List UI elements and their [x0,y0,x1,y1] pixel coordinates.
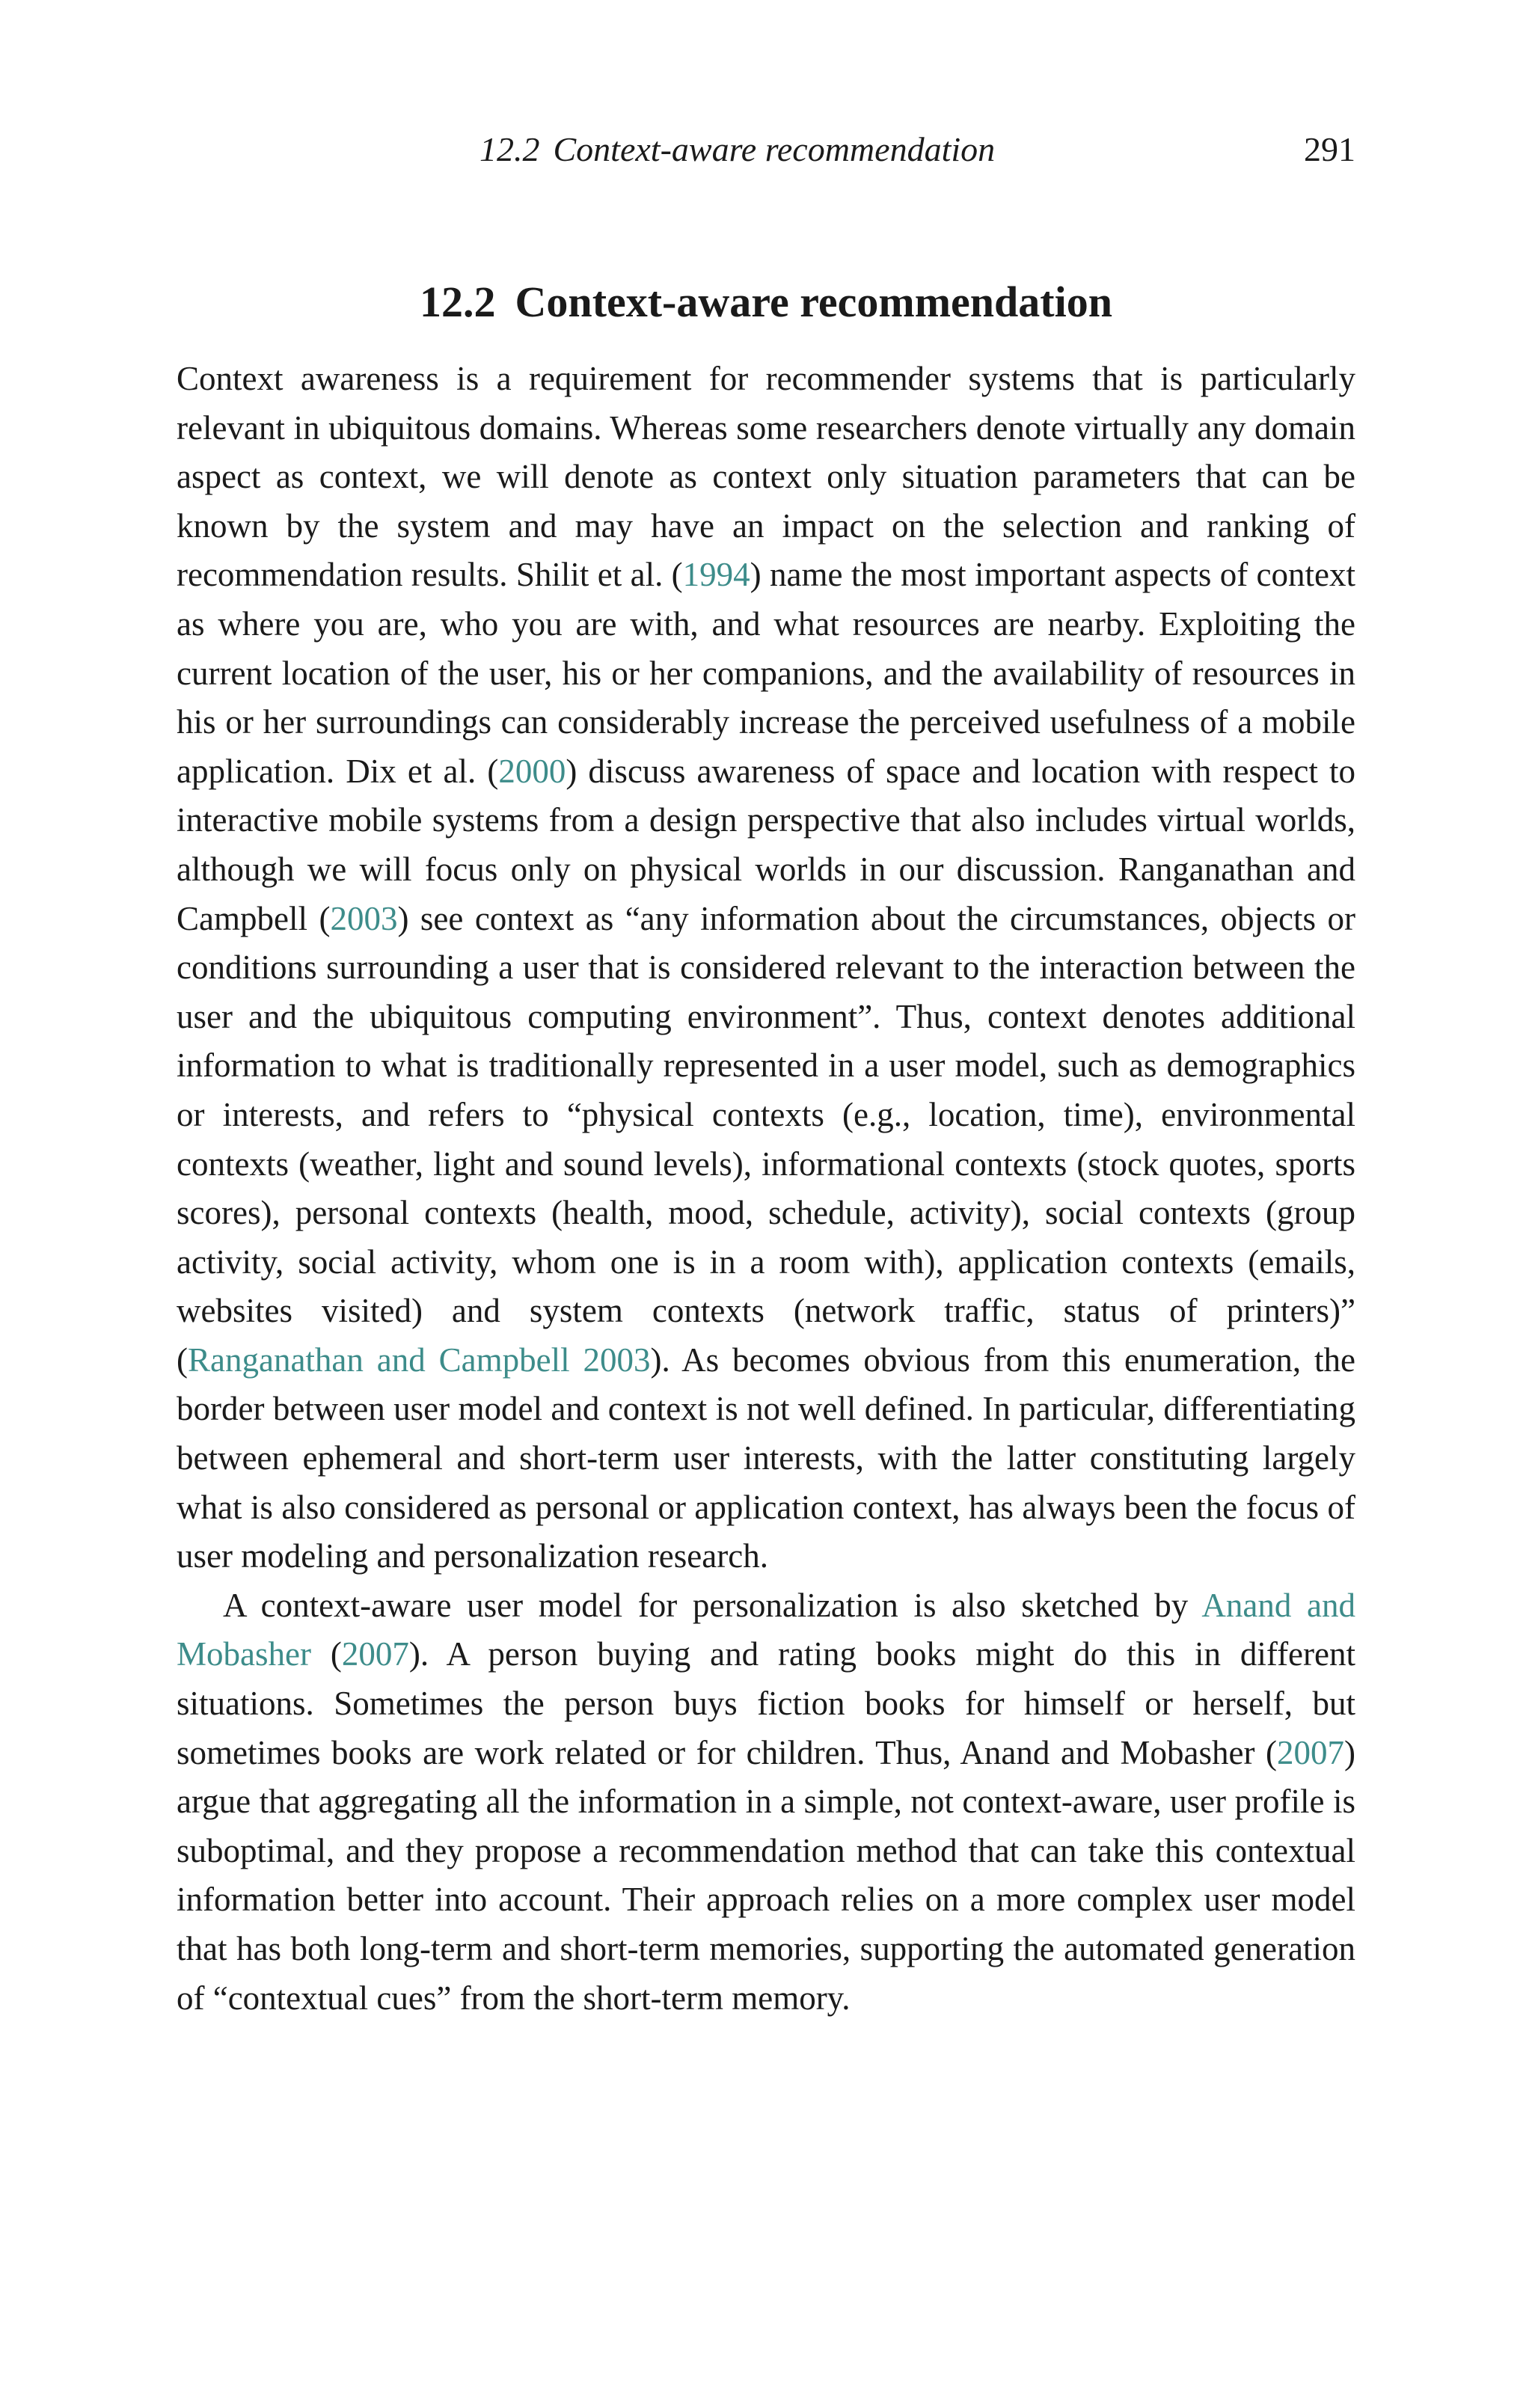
citation-link-anand-mobasher[interactable]: Anand and Mobasher [177,1586,1355,1673]
paragraph-2-text: ( [310,1635,342,1673]
paragraph-1-text: Context awareness is a requirement for recommender systems that is particularly relevant in ubiquitous domains. Whereas some researchers denote virtually any domain aspect as context, we will denote as context only situation parameters that can be known by the system and may have an impact on the selection and ranking of recommendation results. Shilit et al. ( [177,360,1355,594]
paragraph-1-text: ) discuss awareness of space and location with respect to interactive mobile systems from a design perspective that also includes virtual worlds, although we will focus only on physical worlds in our discussion. Ranganathan and Campbell ( [177,752,1355,937]
section-heading [177,272,1355,332]
paragraph-1-text: ) see context as “any information about the circumstances, objects or conditions surrounding a user that is considered relevant to the interaction between the user and the ubiquitous computing environment”. Thus, context denotes additional information to what is traditionally represented in a user model, such as demographics or interests, and refers to “physical contexts (e.g., location, time), environmental contexts (weather, light and sound levels), informational contexts (stock quotes, sports scores), personal contexts (health, mood, schedule, activity), social contexts (group activity, social activity, whom one is in a room with), application contexts (emails, websites visited) and system contexts (network traffic, status of printers)” ( [177,899,1355,1379]
citation-link-dix-2000[interactable]: 2000 [498,752,566,790]
citation-link-shilit-1994[interactable]: 1994 [682,556,750,594]
running-head-section-title: Context-aware recommendation [553,130,996,168]
paragraph-2 [177,1581,1355,2023]
body-text [177,355,1355,2023]
page-number: 291 [1304,130,1355,168]
paragraph-2-text: A context-aware user model for personalization is also sketched by [223,1586,1202,1624]
paragraph-1-text: ) name the most important aspects of context as where you are, who you are with, and what resources are nearby. Exploiting the current location of the user, his or her companions, and the availability of resources in his or her surroundings can considerably increase the perceived usefulness of a mobile application. Dix et al. ( [177,556,1355,790]
section-title: Context-aware recommendation [515,278,1112,326]
citation-link-anand-mobasher-2007[interactable]: 2007 [341,1635,409,1673]
paragraph-2-text: ). A person buying and rating books might do this in different situations. Sometimes the person buys fiction books for himself or herself, but sometimes books are work related or for children. Thus, Anand and Mobasher ( [177,1635,1355,1771]
paragraph-1 [177,355,1355,1581]
citation-link-ranganathan-2003[interactable]: 2003 [330,899,398,937]
paragraph-1-text: ). As becomes obvious from this enumeration, the border between user model and context is not well defined. In particular, differentiating between ephemeral and short-term user interests, with the latter constituting largely what is also considered as personal or application context, has always been the focus of user modeling and personalization research. [177,1341,1355,1575]
citation-link-anand-mobasher-2007-second[interactable]: 2007 [1277,1733,1344,1771]
running-head [177,126,1355,174]
paragraph-2-text: ) argue that aggregating all the information in a simple, not context-aware, user profile is suboptimal, and they propose a recommendation method that can take this contextual information better into account. Their approach relies on a more complex user model that has both long-term and short-term memories, supporting the automated generation of “contextual cues” from the short-term memory. [177,1733,1355,2017]
section-number: 12.2 [420,278,496,326]
running-head-section-number: 12.2 [479,130,540,168]
citation-link-ranganathan-campbell-2003[interactable]: Ranganathan and Campbell 2003 [188,1341,651,1379]
running-head-title [479,126,995,174]
